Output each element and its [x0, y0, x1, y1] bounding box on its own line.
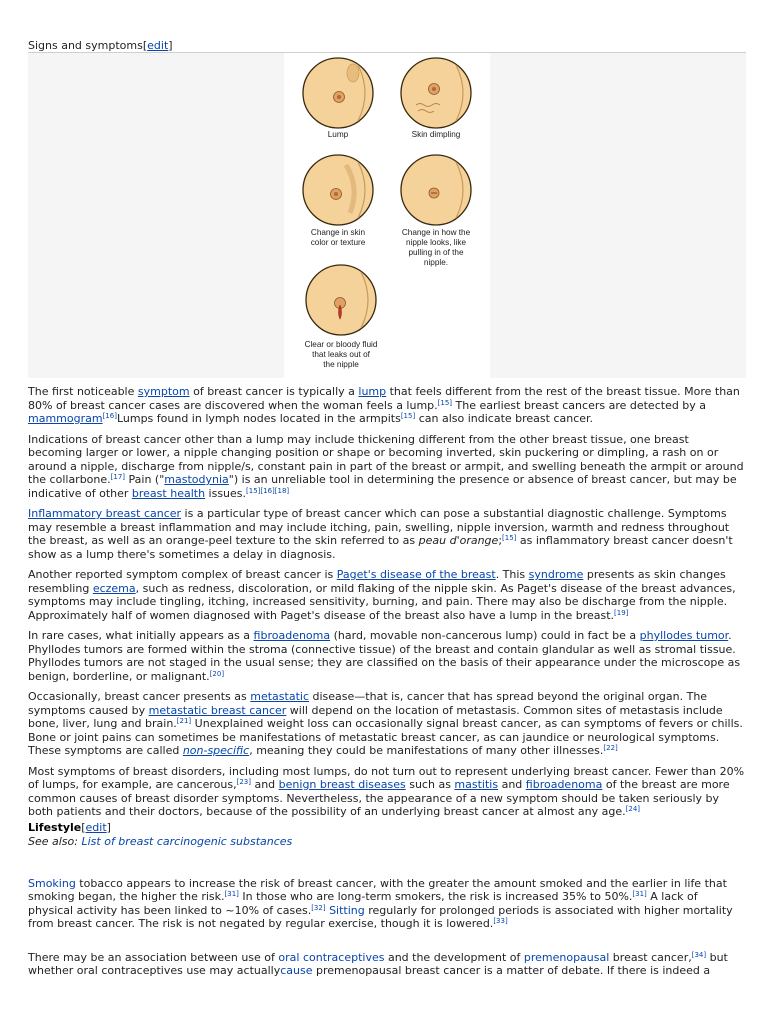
link-smoking[interactable]: Smoking [28, 876, 76, 890]
citation[interactable]: [23] [236, 778, 251, 786]
skin-change-illustration [303, 155, 373, 225]
link-metastatic[interactable]: metastatic [250, 690, 310, 703]
nipple-change-illustration [401, 155, 471, 225]
citation[interactable]: [20] [209, 669, 225, 678]
citation[interactable]: [15] [437, 398, 453, 407]
edit-link[interactable]: edit [147, 39, 169, 52]
citation[interactable]: [31] [224, 890, 239, 898]
citation[interactable]: [15] [400, 412, 416, 420]
link-mastodynia[interactable]: mastodynia [164, 473, 229, 486]
caption-nipple-3: pulling in of the [408, 248, 464, 257]
section-heading-signs-symptoms: Signs and symptoms[edit] [28, 39, 173, 52]
paragraph-inflammatory: Inflammatory breast cancer is a particular type of breast cancer which can pose a substantial diagnostic challenge. Symptoms may resemble a breast inflammation and may include itching, pain, swelling, nipple inversion, warmth and redness throughout the breast, as well as an orange-peel texture to the skin referred to as peau d'orange;[15] as inflammatory breast cancer doesn't show as a lump there's sometimes a delay in diagnosis. [28, 507, 733, 561]
link-fibroadenoma[interactable]: fibroadenoma [253, 629, 331, 642]
symptoms-illustration [284, 53, 490, 378]
caption-nipple-1: Change in how the [401, 228, 471, 237]
link-non-specific[interactable]: non-specific [182, 744, 250, 757]
link-mastitis[interactable]: mastitis [454, 778, 499, 791]
citation[interactable]: [21] [176, 717, 192, 725]
link-eczema[interactable]: eczema [92, 581, 136, 595]
breast-cancer-symptoms-figure[interactable] [284, 53, 490, 378]
paragraph-paget: Another reported symptom complex of breast cancer is Paget's disease of the breast. This syndrome presents as skin changes resembling eczema, such as redness, discoloration, or mild flaking of the nipple skin. As Paget's disease of the breast advances, symptoms may include tingling, itching, increased sensitivity, burning, and pain. There may also be discharge from the nipple. Approximately half of women diagnosed with Paget's disease of the breast also have a lump in the breast.[19] [28, 568, 736, 622]
link-breast-health[interactable]: breast health [131, 486, 206, 500]
link-phyllodes-tumor[interactable]: phyllodes tumor [639, 629, 729, 642]
lifestyle-title: Lifestyle [28, 820, 82, 834]
fluid-illustration [306, 265, 376, 335]
link-lump[interactable]: lump [358, 385, 387, 398]
citation[interactable]: [16] [102, 412, 117, 420]
caption-fluid-1: Clear or bloody fluid [304, 340, 378, 349]
caption-skin-dimpling: Skin dimpling [411, 130, 461, 139]
citation[interactable]: [32] [311, 903, 326, 912]
paragraph-metastatic: Occasionally, breast cancer presents as metastatic disease—that is, cancer that has spread beyond the original organ. The symptoms caused by metastatic breast cancer will depend on the location of metastasis. Common sites of metastasis include bone, liver, lung and brain.[21] Unexplained weight loss can occasionally signal breast cancer, as can symptoms of fevers or chills. Bone or joint pains can sometimes be manifestations of metastatic breast cancer, as can jaundice or neurological symptoms. These symptoms are called non-specific, meaning they could be manifestations of many other illnesses.[22] [28, 690, 743, 757]
article-body [28, 385, 746, 985]
link-oral-contraceptives[interactable]: oral contraceptives [278, 950, 385, 964]
paragraph-indications: Indications of breast cancer other than a lump may include thickening different from the other breast tissue, one breast becoming larger or lower, a nipple changing position or shape or becoming inverted, skin puckering or dimpling, a rash on or around a nipple, discharge from nipple/s, constant pain in part of the breast or armpit, and swelling beneath the armpit or around the collarbone.[17] Pain ("mastodynia") is an unreliable tool in determining the presence or absence of breast cancer, but may be indicative of other breast health issues.[15][16][18] [28, 432, 744, 500]
paragraph-first-symptom: The first noticeable symptom of breast cancer is typically a lump that feels different from the rest of the breast tissue. More than 80% of breast cancer cases are discovered when the woman feels a lump.[15] The earliest breast cancers are detected by a mammogram[16]Lumps found in lymph nodes located in the armpits[15] can also indicate breast cancer. [28, 385, 740, 425]
citation[interactable]: [19] [614, 608, 629, 617]
lifestyle-edit-link[interactable]: edit [85, 820, 107, 834]
link-premenopausal[interactable]: premenopausal [523, 950, 610, 964]
caption-skin-color-2: color or texture [310, 238, 366, 247]
see-also: See also: List of breast carcinogenic substances [28, 835, 293, 848]
caption-fluid-3: the nipple [323, 360, 359, 369]
link-cause[interactable]: cause [280, 964, 313, 977]
citation[interactable]: [24] [625, 805, 641, 813]
link-sitting[interactable]: Sitting [329, 903, 365, 917]
link-fibroadenoma-2[interactable]: fibroadenoma [525, 778, 603, 791]
link-carcinogenic-substances[interactable]: List of breast carcinogenic substances [81, 835, 293, 848]
link-metastatic-breast-cancer[interactable]: metastatic breast cancer [148, 703, 287, 717]
caption-lump: Lump [327, 130, 349, 139]
caption-nipple-2: nipple looks, like [405, 238, 467, 247]
caption-nipple-4: nipple. [423, 258, 449, 267]
citation[interactable]: [15][16][18] [246, 486, 290, 495]
link-inflammatory-breast-cancer[interactable]: Inflammatory breast cancer [28, 507, 182, 520]
citation[interactable]: [34] [691, 950, 707, 959]
paragraph-oral-contraceptives: There may be an association between use of oral contraceptives and the development of premenopausal breast cancer,[34] but whether oral contraceptives use may actuallycause premenopausal breast cancer is a matter of debate. If there is indeed a [28, 950, 728, 977]
section-heading-lifestyle: Lifestyle[edit] [28, 820, 111, 834]
dimpling-illustration [401, 58, 471, 128]
paragraph-breast-disorders: Most symptoms of breast disorders, including most lumps, do not turn out to represent underlying breast cancer. Fewer than 20% of lumps, for example, are cancerous,[23] and benign breast diseases such as mastitis and fibroadenoma of the breast are more common causes of breast disorder symptoms. Nevertheless, the appearance of a new symptom should be taken seriously by both patients and their doctors, because of the possibility of an underlying breast cancer at almost any age.[24] [28, 764, 745, 818]
caption-fluid-2: that leaks out of [312, 350, 370, 359]
citation[interactable]: [31] [632, 890, 647, 898]
link-symptom[interactable]: symptom [137, 385, 190, 398]
link-mammogram[interactable]: mammogram [28, 412, 103, 425]
lump-illustration [303, 58, 373, 128]
citation[interactable]: [22] [603, 744, 618, 752]
link-benign-breast-diseases[interactable]: benign breast diseases [278, 778, 406, 791]
paragraph-phyllodes: In rare cases, what initially appears as a fibroadenoma (hard, movable non-cancerous lump) could in fact be a phyllodes tumor. Phyllodes tumors are formed within the stroma (connective tissue) of the breast and contain glandular as well as stromal tissue. Phyllodes tumors are not staged in the usual sense; they are classified on the basis of their appearance under the microscope as benign, borderline, or malignant.[20] [28, 629, 741, 683]
link-syndrome[interactable]: syndrome [528, 568, 584, 581]
caption-skin-color-1: Change in skin [310, 228, 366, 237]
link-pagets-disease[interactable]: Paget's disease of the breast [336, 568, 496, 581]
citation[interactable]: [15] [502, 534, 517, 542]
paragraph-smoking: Smoking tobacco appears to increase the risk of breast cancer, with the greater the amount smoked and the earlier in life that smoking began, the higher the risk.[31] In those who are long-term smokers, the risk is increased 35% to 50%.[31] A lack of physical activity has been linked to ~10% of cases.[32] Sitting regularly for prolonged periods is associated with higher mortality from breast cancer. The risk is not negated by regular exercise, though it is lowered.[33] [28, 876, 733, 930]
citation[interactable]: [33] [493, 917, 508, 925]
section-title: Signs and symptoms [28, 39, 143, 52]
citation[interactable]: [17] [110, 473, 126, 481]
